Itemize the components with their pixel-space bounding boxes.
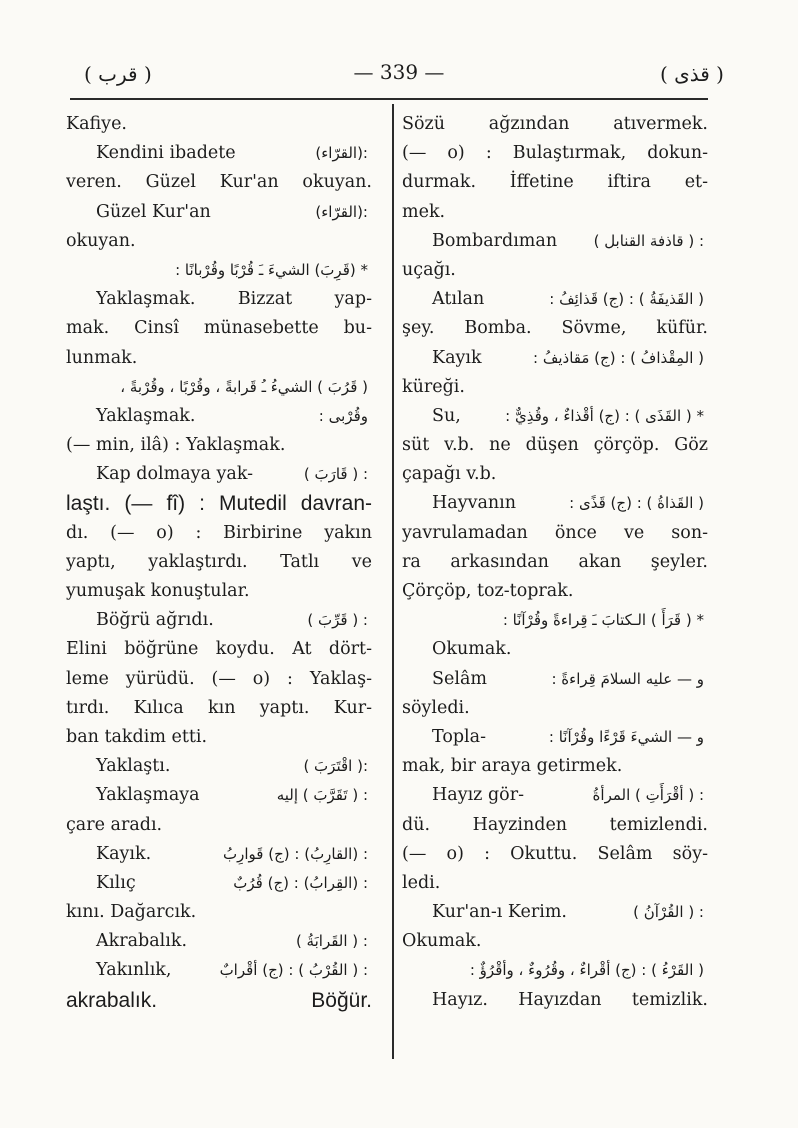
entry-text: dü. Hayzinden temizlendi. <box>402 814 708 835</box>
entry-line <box>66 927 372 956</box>
entry-text: lunmak. <box>66 347 138 368</box>
entry-line <box>66 168 372 197</box>
arabic-headword: :( اقْتَرَبَ ) <box>303 757 368 776</box>
entry-line <box>66 198 372 227</box>
entry-text: okuyan. <box>66 230 136 251</box>
arabic-headword: * (قَرِبَ) الشيءَ ـَ قُرْبًا وقُرْبانًا : <box>175 260 368 279</box>
entry-line <box>402 285 708 314</box>
entry-text: Yaklaştı. <box>96 756 171 777</box>
arabic-headword: : ( القُرْبُ ) : (ج) أقْرابٌ <box>219 961 368 980</box>
arabic-headword: * ( قَرَأَ ) الـكتابَ ـَ قِراءةً وقُرْآنًا : <box>502 611 704 630</box>
entry-text: tırdı. Kılıca kın yaptı. Kur- <box>66 697 372 718</box>
arabic-headword: : ( قاذفة القنابل ) <box>593 231 704 250</box>
entry-text: Sözü ağzından atıvermek. <box>402 114 708 134</box>
entry-line <box>66 519 372 548</box>
entry-text: yumuşak konuştular. <box>66 581 250 601</box>
entry-line <box>402 227 708 256</box>
entry-line <box>66 227 372 256</box>
arabic-headword: : ( قَارَبَ ) <box>303 465 368 484</box>
entry-text: Kafiye. <box>66 114 127 134</box>
entry-line <box>66 402 372 431</box>
entry-text: Topla- <box>432 726 486 747</box>
entry-line <box>402 373 708 402</box>
entry-line <box>66 986 372 1015</box>
arabic-headword: و — عليه السلامَ قِراءةً : <box>551 669 704 688</box>
entry-text: Yaklaşmak. <box>96 405 196 426</box>
entry-line <box>402 956 708 985</box>
entry-text: Kur'an-ı Kerim. <box>432 902 567 923</box>
entry-text: Çörçöp, toz-toprak. <box>402 581 574 601</box>
arabic-headword: ( القَرْءُ ) : (ج) أقْراءٌ ، وقُرُوءٌ ، وأقْرُؤٌ : <box>469 961 704 980</box>
entry-text: Kendini ibadete <box>96 143 236 164</box>
entry-line <box>402 110 708 139</box>
entry-line <box>402 168 708 197</box>
entry-line <box>402 256 708 285</box>
entry-line <box>402 752 708 781</box>
entry-line <box>402 898 708 927</box>
entry-line <box>402 314 708 343</box>
entry-line <box>402 781 708 810</box>
entry-line <box>402 402 708 431</box>
entry-line <box>66 606 372 635</box>
entry-text: söyledi. <box>402 697 470 718</box>
entry-text: Elini böğrüne koydu. At dört- <box>66 639 372 660</box>
entry-text: (— o) : Okuttu. Selâm söy- <box>402 843 708 864</box>
arabic-headword: : ( القُرْآنُ ) <box>633 903 704 922</box>
header-right-root: ( قذى ) <box>659 62 724 86</box>
entry-line <box>66 840 372 869</box>
arabic-headword: : (القِرابُ) : (ج) قُرُبٌ <box>233 873 368 892</box>
entry-line <box>402 519 708 548</box>
entry-text: dı. (— o) : Birbirine yakın <box>66 522 372 543</box>
entry-text: Selâm <box>432 668 487 689</box>
arabic-headword: : ( تَقَرَّبَ ) إليه <box>276 786 368 805</box>
entry-text: Böğrü ağrıdı. <box>96 610 214 631</box>
entry-text: Bombardıman <box>432 230 558 251</box>
entry-line <box>66 781 372 810</box>
left-column <box>66 110 372 1015</box>
entry-line <box>402 460 708 489</box>
entry-line <box>66 139 372 168</box>
entry-line <box>66 256 372 285</box>
entry-line <box>66 577 372 606</box>
entry-text: Yaklaşmaya <box>96 785 200 806</box>
arabic-headword: وقُرْبى : <box>318 406 368 425</box>
arabic-headword: ( قَرُبَ ) الشيءُ ـُ قَرابةً ، وقُرْبًا ، وقُرْبةً ، <box>120 377 368 396</box>
arabic-headword: :(القرّاء) <box>315 202 368 221</box>
entry-text: leme yürüdü. (— o) : Yaklaş- <box>66 668 372 689</box>
entry-text: Güzel Kur'an <box>96 201 211 222</box>
entry-line <box>66 548 372 577</box>
entry-text: uçağı. <box>402 259 456 280</box>
entry-text: Hayız gör- <box>432 785 524 806</box>
entry-line <box>402 723 708 752</box>
entry-text: ledi. <box>402 872 441 893</box>
entry-text: mek. <box>402 201 446 222</box>
page-header <box>70 56 728 92</box>
entry-line <box>66 635 372 664</box>
entry-text: ban takdim etti. <box>66 726 208 747</box>
entry-text: veren. Güzel Kur'an okuyan. <box>66 172 372 193</box>
entry-line <box>66 869 372 898</box>
entry-text: çapağı v.b. <box>402 464 497 485</box>
entry-text: Kap dolmaya yak- <box>96 464 254 485</box>
entry-line <box>402 665 708 694</box>
entry-text: Kayık. <box>96 843 152 864</box>
entry-line <box>402 431 708 460</box>
arabic-headword: : ( أقْرَأَتِ ) المرأةُ <box>592 786 704 805</box>
entry-line <box>66 811 372 840</box>
entry-line <box>66 431 372 460</box>
entry-text: (— o) : Bulaştırmak, dokun- <box>402 143 708 164</box>
entry-text: mak. Cinsî münasebette bu- <box>66 318 372 339</box>
entry-text: Okumak. <box>432 639 512 660</box>
entry-text: Atılan <box>432 289 485 310</box>
entry-line <box>402 606 708 635</box>
entry-line <box>66 285 372 314</box>
entry-line <box>66 956 372 985</box>
entry-line <box>66 694 372 723</box>
page-number: — 339 — <box>353 60 445 84</box>
entry-line <box>402 986 708 1015</box>
entry-line <box>66 344 372 373</box>
arabic-headword: : ( قَرِّبَ ) <box>307 611 368 630</box>
entry-text: Yakınlık, <box>96 960 172 981</box>
entry-text: Akrabalık. <box>96 931 188 952</box>
entry-text: Su, <box>432 405 461 426</box>
entry-line <box>402 489 708 518</box>
entry-line <box>402 139 708 168</box>
entry-text: kını. Dağarcık. <box>66 902 197 923</box>
entry-text: çare aradı. <box>66 814 163 835</box>
column-divider <box>392 104 394 1059</box>
entry-text: akrabalık. Böğür. <box>66 988 372 1012</box>
entry-line <box>66 460 372 489</box>
entry-text: mak, bir araya getirmek. <box>402 756 623 777</box>
entry-text: yavrulamadan önce ve son- <box>402 522 708 543</box>
entry-text: ra arkasından akan şeyler. <box>402 551 708 572</box>
entry-text: Yaklaşmak. Bizzat yap- <box>96 289 372 310</box>
arabic-headword: و — الشيءَ قَرْءًا وقُرْآنًا : <box>548 727 704 746</box>
entry-line <box>402 869 708 898</box>
arabic-headword: :(القرّاء) <box>315 144 368 163</box>
entry-line <box>402 198 708 227</box>
header-rule <box>70 98 708 100</box>
header-left-root: ( قرب ) <box>84 62 152 86</box>
entry-line <box>66 665 372 694</box>
arabic-headword: : (القارِبُ) : (ج) قَوارِبُ <box>223 844 368 863</box>
entry-text: yaptı, yaklaştırdı. Tatlı ve <box>66 551 372 572</box>
entry-text: laştı. (— fî) : Mutedil davran- <box>66 492 372 516</box>
arabic-headword: ( القَذاةُ ) : (ج) قَذًى : <box>569 494 704 513</box>
entry-text: Kılıç <box>96 872 136 893</box>
entry-line <box>66 314 372 343</box>
entry-line <box>66 489 372 518</box>
entry-line <box>66 110 372 139</box>
entry-line <box>66 898 372 927</box>
entry-text: (— min, ilâ) : Yaklaşmak. <box>66 435 286 456</box>
entry-line <box>402 694 708 723</box>
entry-text: şey. Bomba. Sövme, küfür. <box>402 318 708 339</box>
entry-line <box>66 723 372 752</box>
entry-line <box>402 577 708 606</box>
right-column <box>402 110 708 1015</box>
entry-line <box>402 927 708 956</box>
arabic-headword: ( القَذيفَةُ ) : (ج) قَذائِفُ : <box>549 290 704 309</box>
entry-line <box>402 548 708 577</box>
entry-text: Hayız. Hayızdan temizlik. <box>432 989 708 1010</box>
entry-line <box>66 373 372 402</box>
arabic-headword: ( المِقْذافُ ) : (ج) مَقاذيفُ : <box>533 348 704 367</box>
arabic-headword: : ( القَرابَةُ ) <box>295 932 368 951</box>
entry-line <box>66 752 372 781</box>
entry-text: Hayvanın <box>432 493 517 514</box>
entry-line <box>402 811 708 840</box>
entry-text: Okumak. <box>402 931 482 952</box>
entry-line <box>402 840 708 869</box>
arabic-headword: * ( القَذَى ) : (ج) أقْذاءٌ ، وقُذِيٌّ : <box>505 406 704 425</box>
entry-text: süt v.b. ne düşen çörçöp. Göz <box>402 435 708 456</box>
entry-text: küreği. <box>402 376 465 397</box>
entry-text: durmak. İffetine iftira et- <box>402 172 708 193</box>
entry-line <box>402 344 708 373</box>
entry-line <box>402 635 708 664</box>
entry-text: Kayık <box>432 347 482 368</box>
